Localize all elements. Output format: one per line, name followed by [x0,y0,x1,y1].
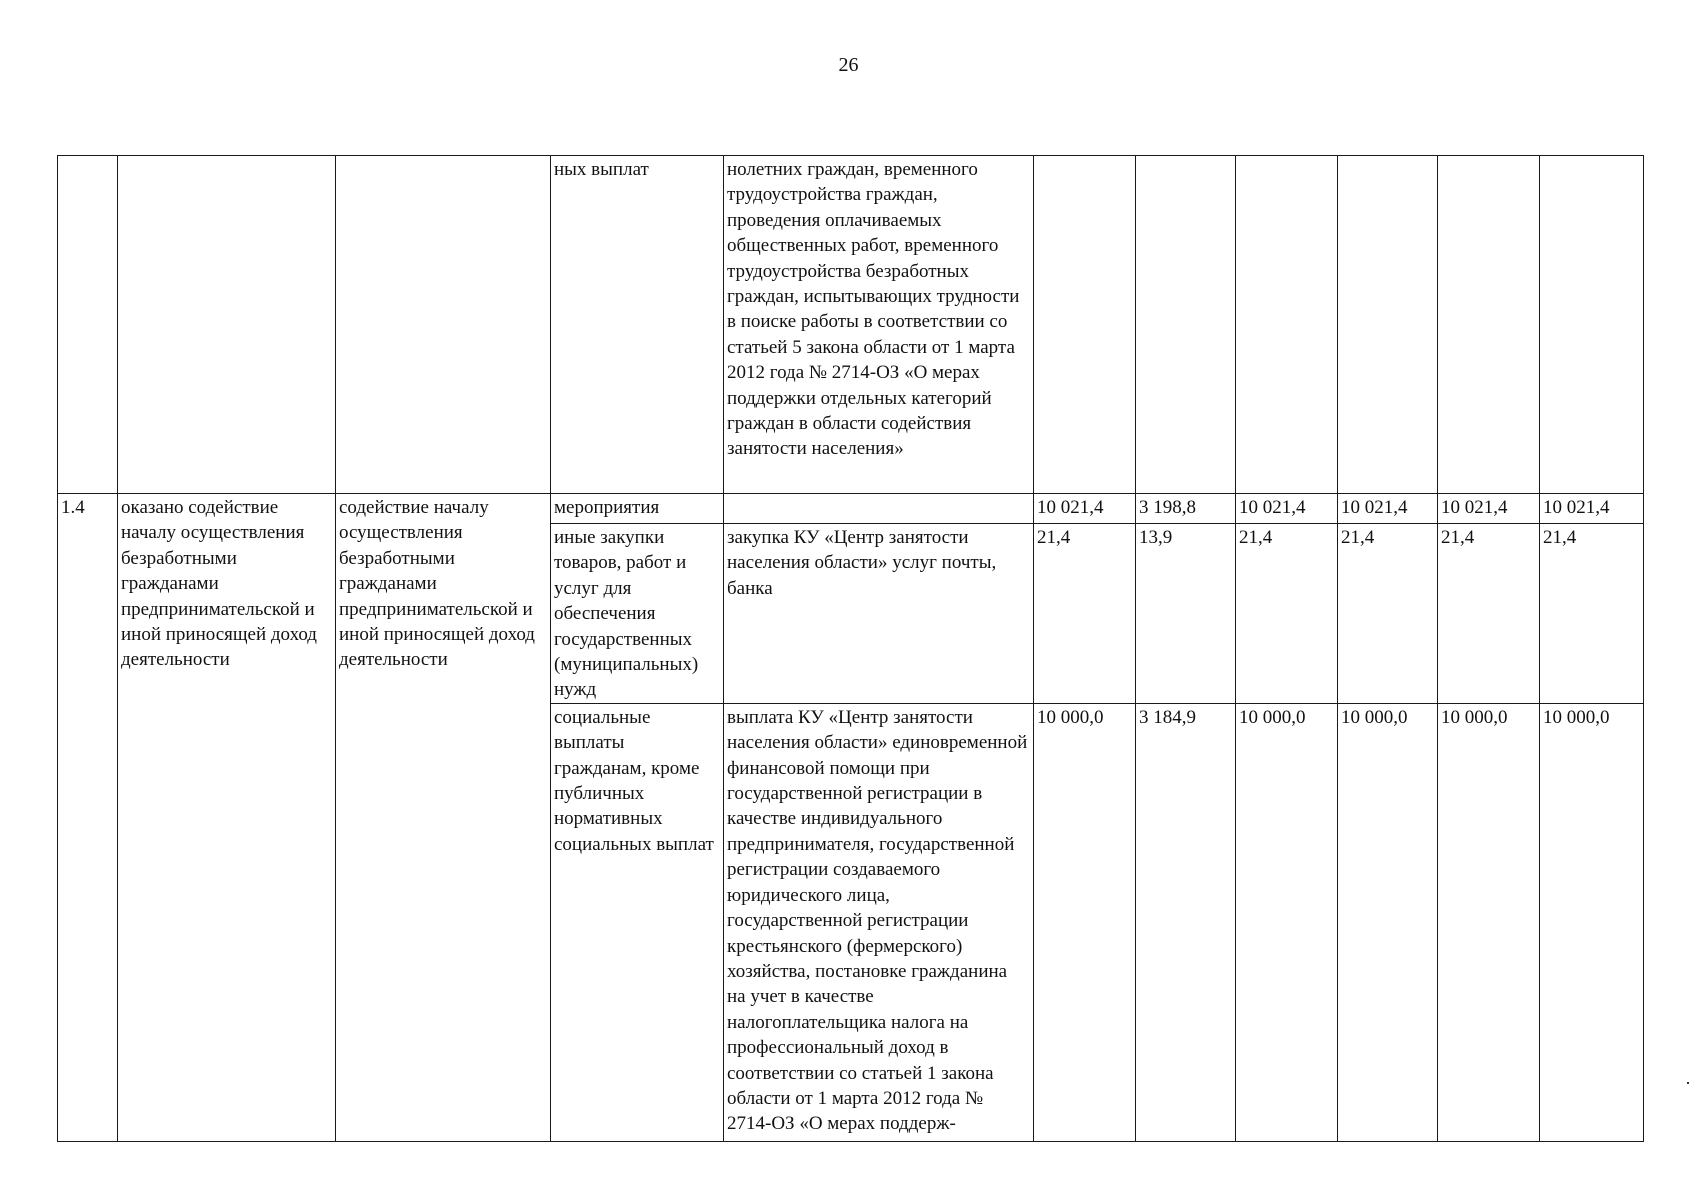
procurement-value: 21,4 [1438,524,1540,704]
social-payments-value: 10 000,0 [1034,703,1136,1141]
scan-speck [1687,1082,1689,1084]
social-payments-value: 10 000,0 [1438,703,1540,1141]
cell-expense-type: ных выплат [551,156,724,494]
expected-result: оказано содействие началу осуществления безработными гражданами предпринимательской и иной приносящей доход деятельности [118,494,336,1142]
procurement-value: 21,4 [1034,524,1136,704]
events-description-empty [724,494,1034,524]
cell-result-empty [118,156,336,494]
procurement-description: закупка КУ «Центр занятости населения области» услуг почты, банка [724,524,1034,704]
events-row [58,494,1644,524]
cell-measure-empty [336,156,551,494]
cell-value-empty [1034,156,1136,494]
social-payments-value: 3 184,9 [1136,703,1236,1141]
cell-value-empty [1540,156,1644,494]
social-payments-value: 10 000,0 [1338,703,1438,1141]
procurement-value: 21,4 [1338,524,1438,704]
continuation-row [58,156,1644,494]
events-value: 10 021,4 [1034,494,1136,524]
page-number: 26 [838,54,859,76]
social-payments-type: социальные выплаты гражданам, кроме публичных нормативных социальных выплат [551,703,724,1141]
cell-description: нолетних граждан, временного трудоустройства граждан, проведения оплачиваемых общественных работ, временного трудоустройства безработных граждан, испытывающих трудности в поиске работы в соответствии со статьей 5 закона области от 1 марта 2012 года № 2714-ОЗ «О мерах поддержки отдельных категорий граждан в области содействия занятости населения» [724,156,1034,494]
events-label: мероприятия [551,494,724,524]
social-payments-value: 10 000,0 [1540,703,1644,1141]
social-payments-description: выплата КУ «Центр занятости населения области» единовременной финансовой помощи при государственной регистрации в качестве индивидуального предпринимателя, государственной регистрации создаваемого юридического лица, государственной регистрации крестьянского (фермерского) хозяйства, постановке гражданина на учет в качестве налогоплательщика налога на профессиональный доход в соответствии со статьей 1 закона области от 1 марта 2012 года № 2714-ОЗ «О мерах поддерж- [724,703,1034,1141]
cell-value-empty [1438,156,1540,494]
procurement-type: иные закупки товаров, работ и услуг для обеспечения государственных (муниципальных) нужд [551,524,724,704]
cell-number-empty [58,156,118,494]
row-number: 1.4 [58,494,118,1142]
events-value: 10 021,4 [1236,494,1338,524]
procurement-value: 21,4 [1236,524,1338,704]
events-value: 10 021,4 [1338,494,1438,524]
events-value: 10 021,4 [1540,494,1644,524]
measure-name: содействие началу осуществления безработными гражданами предпринимательской и иной приносящей доход деятельности [336,494,551,1142]
social-payments-value: 10 000,0 [1236,703,1338,1141]
procurement-value: 13,9 [1136,524,1236,704]
procurement-value: 21,4 [1540,524,1644,704]
events-value: 3 198,8 [1136,494,1236,524]
cell-value-empty [1236,156,1338,494]
events-value: 10 021,4 [1438,494,1540,524]
cell-value-empty [1136,156,1236,494]
budget-table [57,155,1644,1142]
cell-value-empty [1338,156,1438,494]
